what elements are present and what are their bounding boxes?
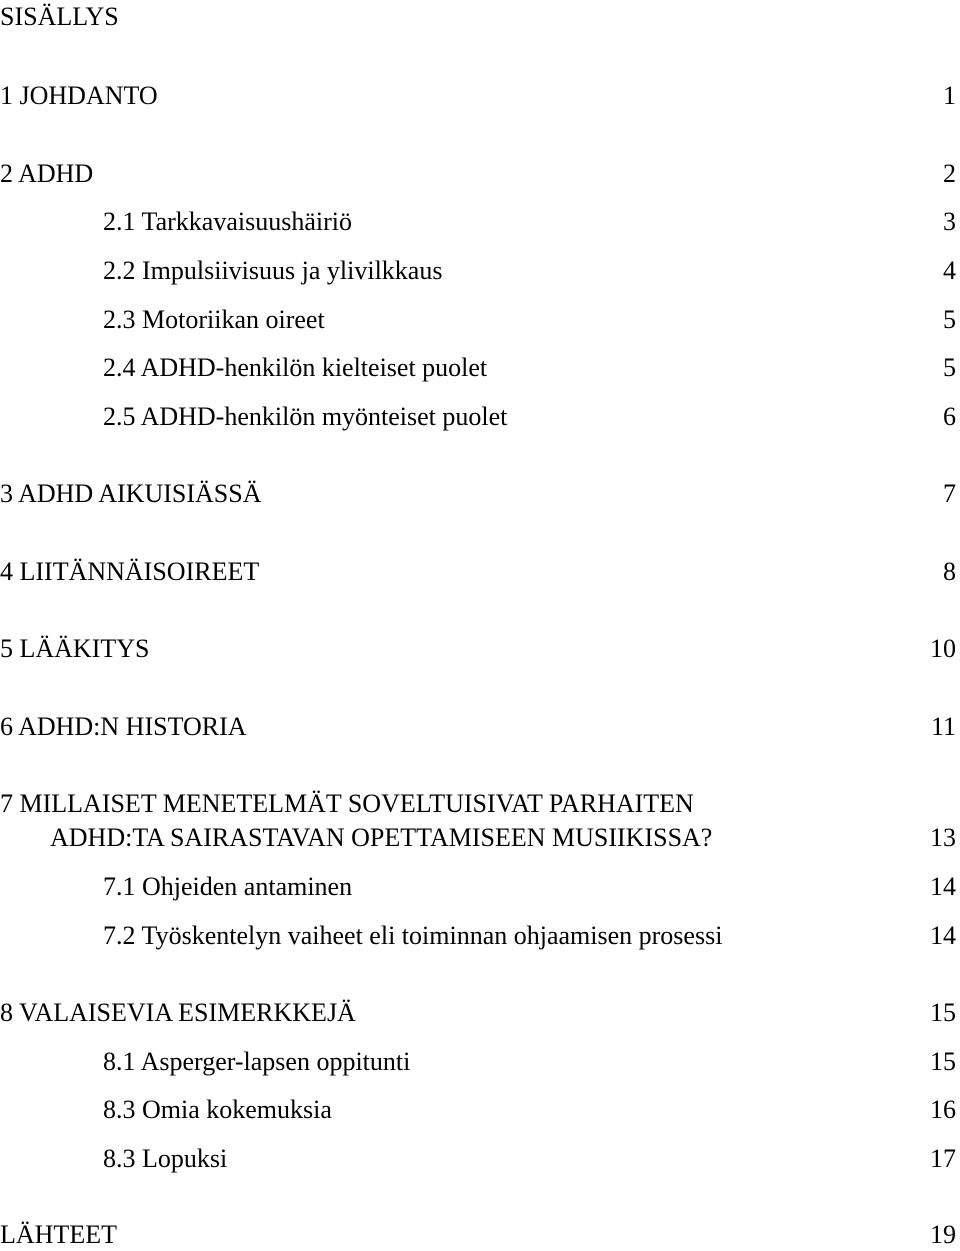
toc-entry-label: 3 ADHD AIKUISIÄSSÄ — [0, 479, 262, 508]
toc-entry-page: 6 — [943, 402, 956, 431]
toc-subentry[interactable] — [0, 1046, 956, 1078]
toc-entry[interactable] — [0, 711, 956, 743]
toc-subentry[interactable] — [0, 206, 956, 238]
toc-entry-continuation[interactable] — [0, 822, 956, 854]
toc-subentry[interactable] — [0, 1143, 956, 1175]
toc-subentry[interactable] — [0, 304, 956, 336]
toc-entry[interactable] — [0, 1219, 956, 1251]
toc-entry-page: 3 — [943, 207, 956, 236]
toc-subentry[interactable] — [0, 401, 956, 433]
toc-entry[interactable] — [0, 158, 956, 190]
toc-entry-label: 2.2 Impulsiivisuus ja ylivilkkaus — [103, 256, 443, 285]
toc-entry-label: 6 ADHD:N HISTORIA — [0, 712, 247, 741]
toc-entry-label: 7.1 Ohjeiden antaminen — [103, 872, 353, 901]
toc-entry-label: ADHD:TA SAIRASTAVAN OPETTAMISEEN MUSIIKISSA? — [50, 823, 713, 852]
toc-subentry[interactable] — [0, 352, 956, 384]
toc-entry-label: 4 LIITÄNNÄISOIREET — [0, 557, 260, 586]
toc-entry-page: 15 — [930, 998, 956, 1027]
toc-entry-label: 2 ADHD — [0, 159, 94, 188]
toc-entry[interactable] — [0, 478, 956, 510]
toc-entry-label: 8.3 Omia kokemuksia — [103, 1095, 332, 1124]
toc-entry-page: 19 — [930, 1220, 956, 1249]
toc-entry-page: 17 — [930, 1144, 956, 1173]
toc-entry-page: 15 — [930, 1047, 956, 1076]
toc-entry-label: 8 VALAISEVIA ESIMERKKEJÄ — [0, 998, 356, 1027]
toc-entry-page: 10 — [930, 634, 956, 663]
toc-entry-label: 8.3 Lopuksi — [103, 1144, 228, 1173]
toc-entry-page: 14 — [930, 872, 956, 901]
toc-entry-label: 2.5 ADHD-henkilön myönteiset puolet — [103, 402, 508, 431]
toc-entry-label: 7.2 Työskentelyn vaiheet eli toiminnan ohjaamisen prosessi — [103, 921, 723, 950]
toc-entry-page: 5 — [943, 353, 956, 382]
toc-entry-label: 2.3 Motoriikan oireet — [103, 305, 325, 334]
toc-subentry[interactable] — [0, 255, 956, 287]
toc-entry-page: 2 — [943, 159, 956, 188]
toc-title: SISÄLLYS — [0, 2, 119, 31]
toc-entry-page: 1 — [943, 81, 956, 110]
toc-entry-page: 8 — [943, 557, 956, 586]
toc-entry-page: 13 — [930, 823, 956, 852]
toc-subentry[interactable] — [0, 920, 956, 952]
toc-entry[interactable] — [0, 80, 956, 112]
toc-entry-label: 2.1 Tarkkavaisuushäiriö — [103, 207, 352, 236]
toc-entry[interactable] — [0, 556, 956, 588]
toc-entry-label: 1 JOHDANTO — [0, 81, 158, 110]
toc-entry-label: 5 LÄÄKITYS — [0, 634, 150, 663]
toc-entry[interactable] — [0, 633, 956, 665]
toc-entry-page: 11 — [930, 712, 956, 741]
toc-subentry[interactable] — [0, 1094, 956, 1126]
toc-entry-label: LÄHTEET — [0, 1220, 117, 1249]
toc-entry[interactable] — [0, 997, 956, 1029]
toc-entry-label: 8.1 Asperger-lapsen oppitunti — [103, 1047, 411, 1076]
toc-subentry[interactable] — [0, 871, 956, 903]
toc-entry-page: 7 — [943, 479, 956, 508]
toc-entry-page: 4 — [943, 256, 956, 285]
toc-entry-label: 7 MILLAISET MENETELMÄT SOVELTUISIVAT PARHAITEN — [0, 789, 694, 818]
toc-entry-label: 2.4 ADHD-henkilön kielteiset puolet — [103, 353, 488, 382]
toc-entry-page: 16 — [930, 1095, 956, 1124]
toc-entry[interactable] — [0, 788, 956, 820]
toc-entry-page: 5 — [943, 305, 956, 334]
toc-entry-page: 14 — [930, 921, 956, 950]
